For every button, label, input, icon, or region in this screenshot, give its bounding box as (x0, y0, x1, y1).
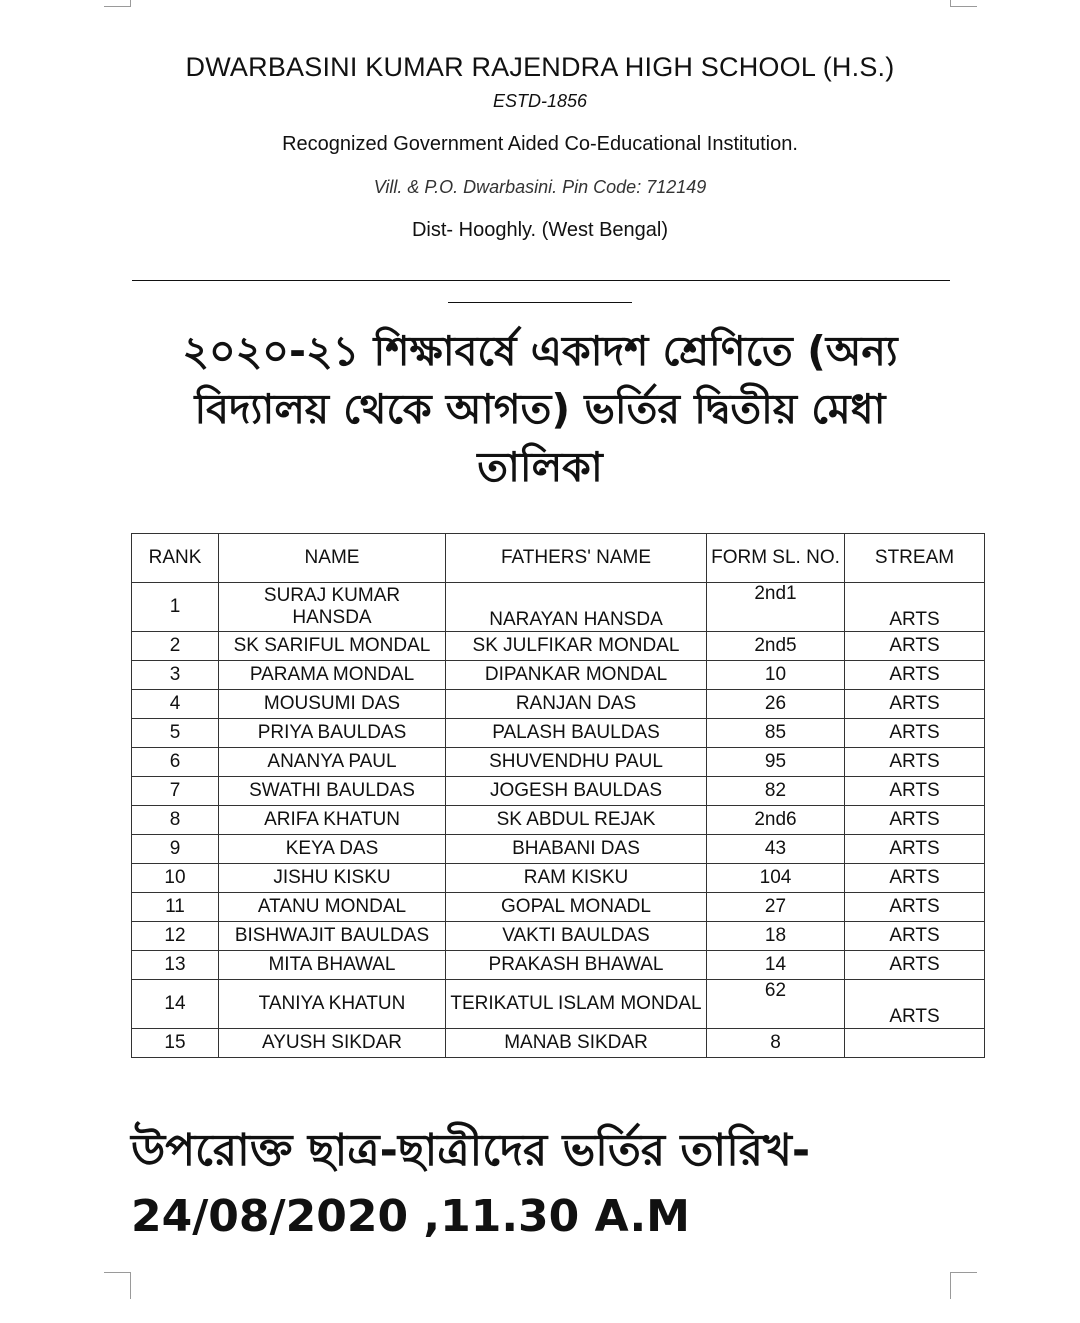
cell-name: SURAJ KUMAR HANSDA (219, 583, 446, 632)
cell-rank: 11 (132, 893, 219, 922)
cell-name: SK SARIFUL MONDAL (219, 632, 446, 661)
cell-father-name: RAM KISKU (446, 864, 707, 893)
cell-name: MOUSUMI DAS (219, 690, 446, 719)
title-line-2: বিদ্যালয় থেকে আগত) ভর্তির দ্বিতীয় মেধা (194, 385, 886, 433)
cell-form-sl-no: 62 (707, 980, 845, 1029)
cell-rank: 7 (132, 777, 219, 806)
crop-mark-top-left (104, 0, 131, 7)
table-row (132, 951, 985, 980)
table-row (132, 632, 985, 661)
table-row (132, 1029, 985, 1058)
table-row (132, 690, 985, 719)
table-header-row (132, 534, 985, 583)
cell-rank: 10 (132, 864, 219, 893)
cell-stream: ARTS (845, 690, 985, 719)
merit-list-table (131, 533, 985, 1058)
cell-father-name: BHABANI DAS (446, 835, 707, 864)
cell-name: PRIYA BAULDAS (219, 719, 446, 748)
cell-rank: 1 (132, 583, 219, 632)
table-row (132, 719, 985, 748)
cell-father-name: SHUVENDHU PAUL (446, 748, 707, 777)
column-header-name: NAME (219, 534, 446, 583)
cell-form-sl-no: 82 (707, 777, 845, 806)
cell-father-name: VAKTI BAULDAS (446, 922, 707, 951)
cell-rank: 4 (132, 690, 219, 719)
cell-stream: ARTS (845, 864, 985, 893)
cell-stream: ARTS (845, 583, 985, 632)
school-address: Vill. & P.O. Dwarbasini. Pin Code: 712149 (373, 177, 707, 197)
cell-form-sl-no: 18 (707, 922, 845, 951)
cell-name: KEYA DAS (219, 835, 446, 864)
cell-rank: 15 (132, 1029, 219, 1058)
cell-stream: ARTS (845, 835, 985, 864)
cell-name: PARAMA MONDAL (219, 661, 446, 690)
table-row (132, 583, 985, 632)
cell-name: JISHU KISKU (219, 864, 446, 893)
crop-mark-bottom-right (950, 1272, 977, 1299)
table-row (132, 748, 985, 777)
cell-form-sl-no: 26 (707, 690, 845, 719)
cell-name: MITA BHAWAL (219, 951, 446, 980)
cell-name: TANIYA KHATUN (219, 980, 446, 1029)
cell-form-sl-no: 10 (707, 661, 845, 690)
column-header-form: FORM SL. NO. (707, 534, 845, 583)
header-divider (132, 280, 950, 281)
table-row (132, 661, 985, 690)
cell-father-name: SK ABDUL REJAK (446, 806, 707, 835)
established-year: ESTD-1856 (492, 91, 588, 111)
cell-father-name: PRAKASH BHAWAL (446, 951, 707, 980)
crop-mark-top-right (950, 0, 977, 7)
table-row (132, 893, 985, 922)
cell-rank: 12 (132, 922, 219, 951)
cell-form-sl-no: 43 (707, 835, 845, 864)
column-header-stream: STREAM (845, 534, 985, 583)
cell-father-name: JOGESH BAULDAS (446, 777, 707, 806)
cell-stream: ARTS (845, 777, 985, 806)
cell-rank: 8 (132, 806, 219, 835)
cell-rank: 14 (132, 980, 219, 1029)
cell-form-sl-no: 85 (707, 719, 845, 748)
merit-list-title (140, 322, 940, 496)
school-name: DWARBASINI KUMAR RAJENDRA HIGH SCHOOL (H.S.) (185, 52, 895, 82)
cell-stream: ARTS (845, 951, 985, 980)
cell-form-sl-no: 27 (707, 893, 845, 922)
cell-father-name: MANAB SIKDAR (446, 1029, 707, 1058)
column-header-father: FATHERS' NAME (446, 534, 707, 583)
cell-father-name: DIPANKAR MONDAL (446, 661, 707, 690)
cell-stream: ARTS (845, 748, 985, 777)
cell-form-sl-no: 104 (707, 864, 845, 893)
cell-name: ATANU MONDAL (219, 893, 446, 922)
title-line-1: ২০২০-২১ শিক্ষাবর্ষে একাদশ শ্রেণিতে (অন্য (182, 327, 898, 375)
cell-name: ANANYA PAUL (219, 748, 446, 777)
cell-stream: ARTS (845, 922, 985, 951)
cell-form-sl-no: 2nd5 (707, 632, 845, 661)
cell-stream: ARTS (845, 980, 985, 1029)
cell-father-name: RANJAN DAS (446, 690, 707, 719)
cell-rank: 6 (132, 748, 219, 777)
cell-father-name: NARAYAN HANSDA (446, 583, 707, 632)
admission-notice-text: উপরোক্ত ছাত্র-ছাত্রীদের ভর্তির তারিখ- (131, 1125, 811, 1176)
cell-father-name: PALASH BAULDAS (446, 719, 707, 748)
cell-name: AYUSH SIKDAR (219, 1029, 446, 1058)
cell-father-name: GOPAL MONADL (446, 893, 707, 922)
cell-stream: ARTS (845, 719, 985, 748)
table-row (132, 980, 985, 1029)
cell-form-sl-no: 95 (707, 748, 845, 777)
cell-name: SWATHI BAULDAS (219, 777, 446, 806)
cell-stream: ARTS (845, 632, 985, 661)
school-district: Dist- Hooghly. (West Bengal) (411, 219, 668, 241)
cell-form-sl-no: 8 (707, 1029, 845, 1058)
cell-stream: ARTS (845, 661, 985, 690)
cell-form-sl-no: 14 (707, 951, 845, 980)
table-row (132, 922, 985, 951)
crop-mark-bottom-left (104, 1272, 131, 1299)
table-row (132, 835, 985, 864)
cell-father-name: TERIKATUL ISLAM MONDAL (446, 980, 707, 1029)
header-divider-short (448, 302, 632, 303)
cell-rank: 9 (132, 835, 219, 864)
cell-rank: 13 (132, 951, 219, 980)
table-row (132, 806, 985, 835)
cell-stream: ARTS (845, 893, 985, 922)
table-row (132, 864, 985, 893)
cell-form-sl-no: 2nd6 (707, 806, 845, 835)
cell-name: BISHWAJIT BAULDAS (219, 922, 446, 951)
title-line-3: তালিকা (477, 443, 603, 491)
recognition-text: Recognized Government Aided Co-Educational Institution. (282, 133, 798, 155)
column-header-rank: RANK (132, 534, 219, 583)
cell-stream (845, 1029, 985, 1058)
cell-father-name: SK JULFIKAR MONDAL (446, 632, 707, 661)
table-row (132, 777, 985, 806)
admission-notice (131, 1118, 1031, 1250)
cell-stream: ARTS (845, 806, 985, 835)
admission-date: 24/08/2020 ,11.30 A.M (131, 1191, 690, 1242)
cell-form-sl-no: 2nd1 (707, 583, 845, 632)
cell-rank: 5 (132, 719, 219, 748)
cell-name: ARIFA KHATUN (219, 806, 446, 835)
cell-rank: 3 (132, 661, 219, 690)
cell-rank: 2 (132, 632, 219, 661)
